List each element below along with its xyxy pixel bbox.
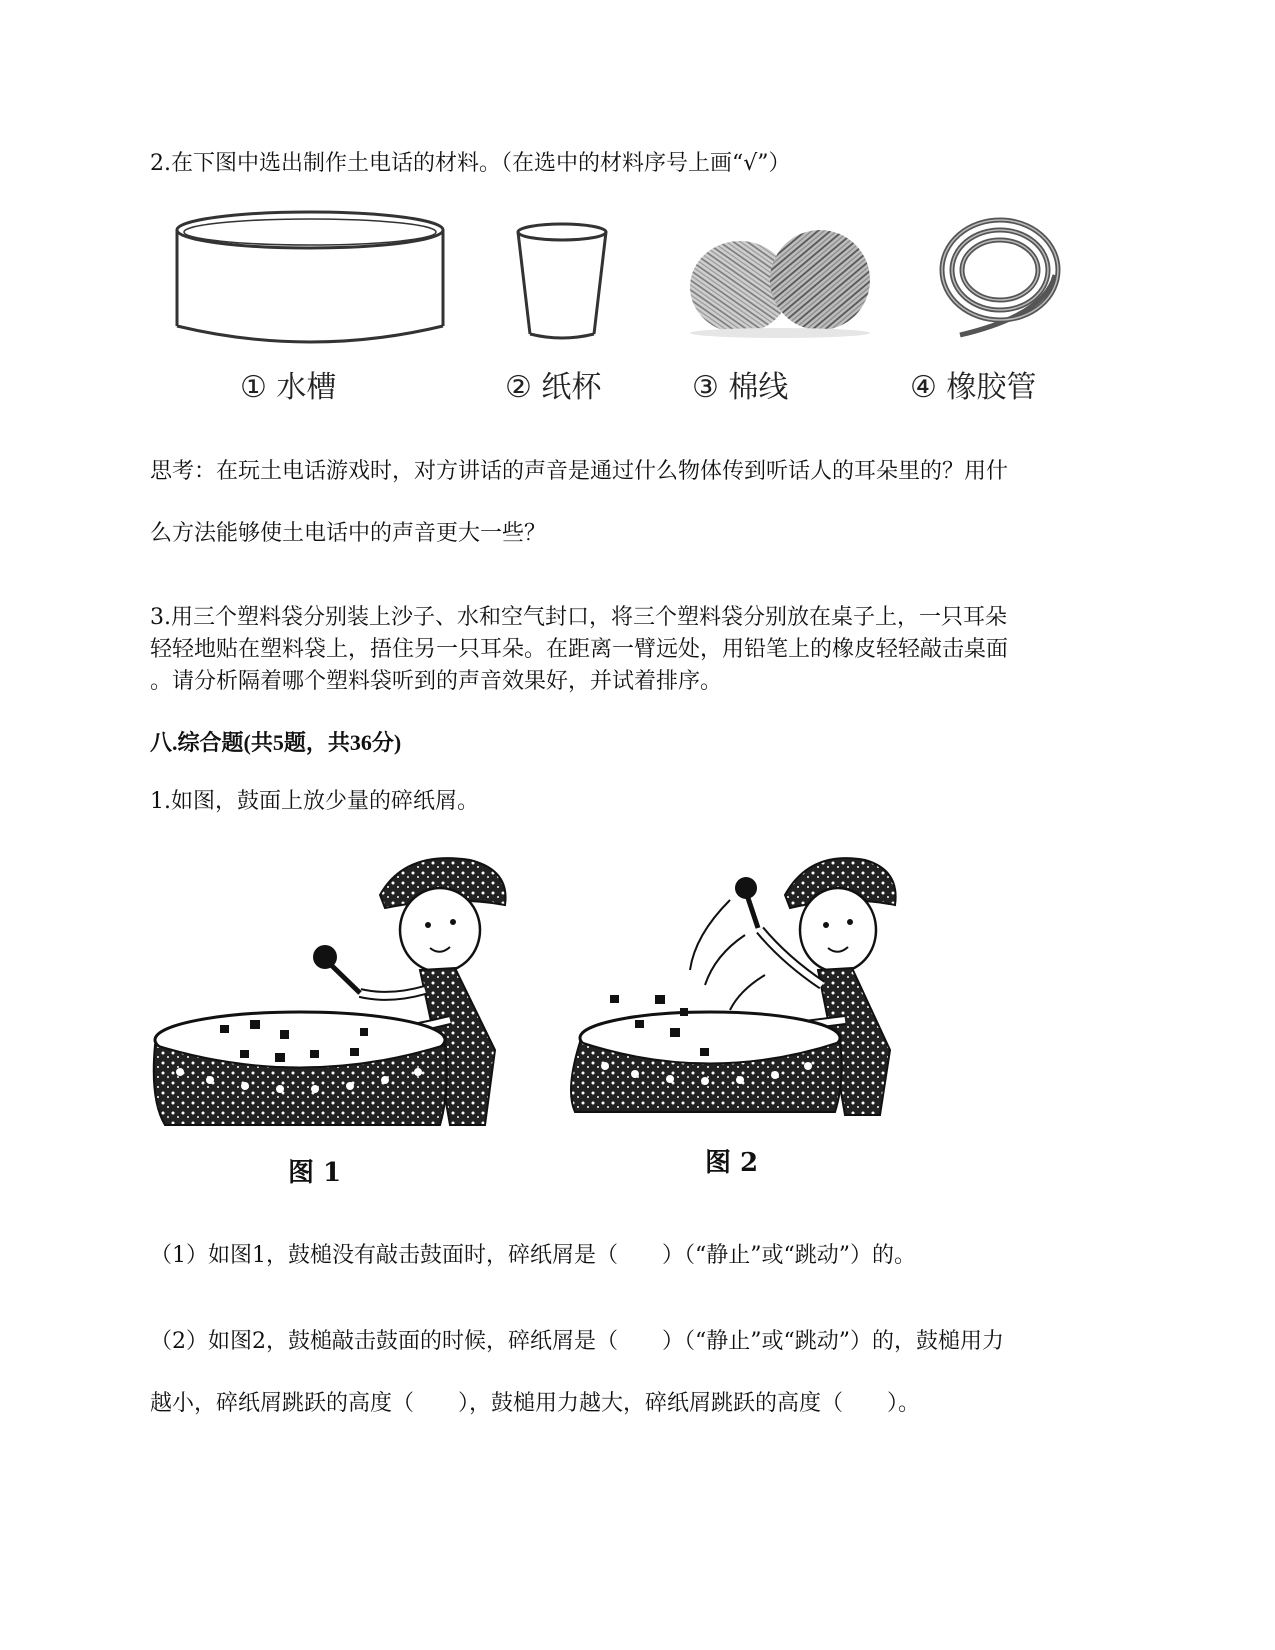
cotton-thread-image — [685, 225, 875, 340]
drum-figure-1 — [150, 850, 510, 1130]
sub-question-2-line2: 越小，碎纸屑跳跃的高度（ ），鼓槌用力越大，碎纸屑跳跃的高度（ ）。 — [150, 1391, 921, 1416]
drum-figure-2 — [560, 850, 900, 1120]
sub-question-2-line1: （2）如图2，鼓槌敲击鼓面的时候，碎纸屑是（ ）（“静止”或“跳动”）的，鼓槌用力 — [150, 1329, 1004, 1354]
item-label-cup: ② 纸杯 — [505, 370, 602, 405]
sub-question-1: （1）如图1，鼓槌没有敲击鼓面时，碎纸屑是（ ）（“静止”或“跳动”）的。 — [150, 1243, 916, 1268]
section8-heading: 八.综合题(共5题，共36分) — [150, 730, 402, 755]
q3-line1: 3.用三个塑料袋分别装上沙子、水和空气封口，将三个塑料袋分别放在桌子上，一只耳朵 — [150, 605, 1007, 630]
fig1-label: 图 1 — [288, 1158, 342, 1188]
q2-think-line1: 思考：在玩土电话游戏时，对方讲话的声音是通过什么物体传到听话人的耳朵里的？用什 — [150, 459, 1009, 484]
item-label-tank: ① 水槽 — [240, 370, 337, 405]
q3-line3: 。请分析隔着哪个塑料袋听到的声音效果好，并试着排序。 — [150, 669, 723, 694]
section8-q1-intro: 1.如图，鼓面上放少量的碎纸屑。 — [150, 789, 479, 814]
rubber-tube-image — [935, 215, 1065, 345]
fig2-label: 图 2 — [705, 1148, 759, 1178]
item-label-thread: ③ 棉线 — [692, 370, 789, 405]
item-label-tube: ④ 橡胶管 — [910, 370, 1037, 405]
q2-title: 2.在下图中选出制作土电话的材料。（在选中的材料序号上画“√”） — [150, 151, 791, 176]
water-tank-image — [170, 208, 450, 358]
paper-cup-image — [515, 222, 610, 342]
q2-think-line2: 么方法能够使土电话中的声音更大一些？ — [150, 521, 547, 546]
q3-line2: 轻轻地贴在塑料袋上，捂住另一只耳朵。在距离一臂远处，用铅笔上的橡皮轻轻敲击桌面 — [150, 637, 1009, 662]
